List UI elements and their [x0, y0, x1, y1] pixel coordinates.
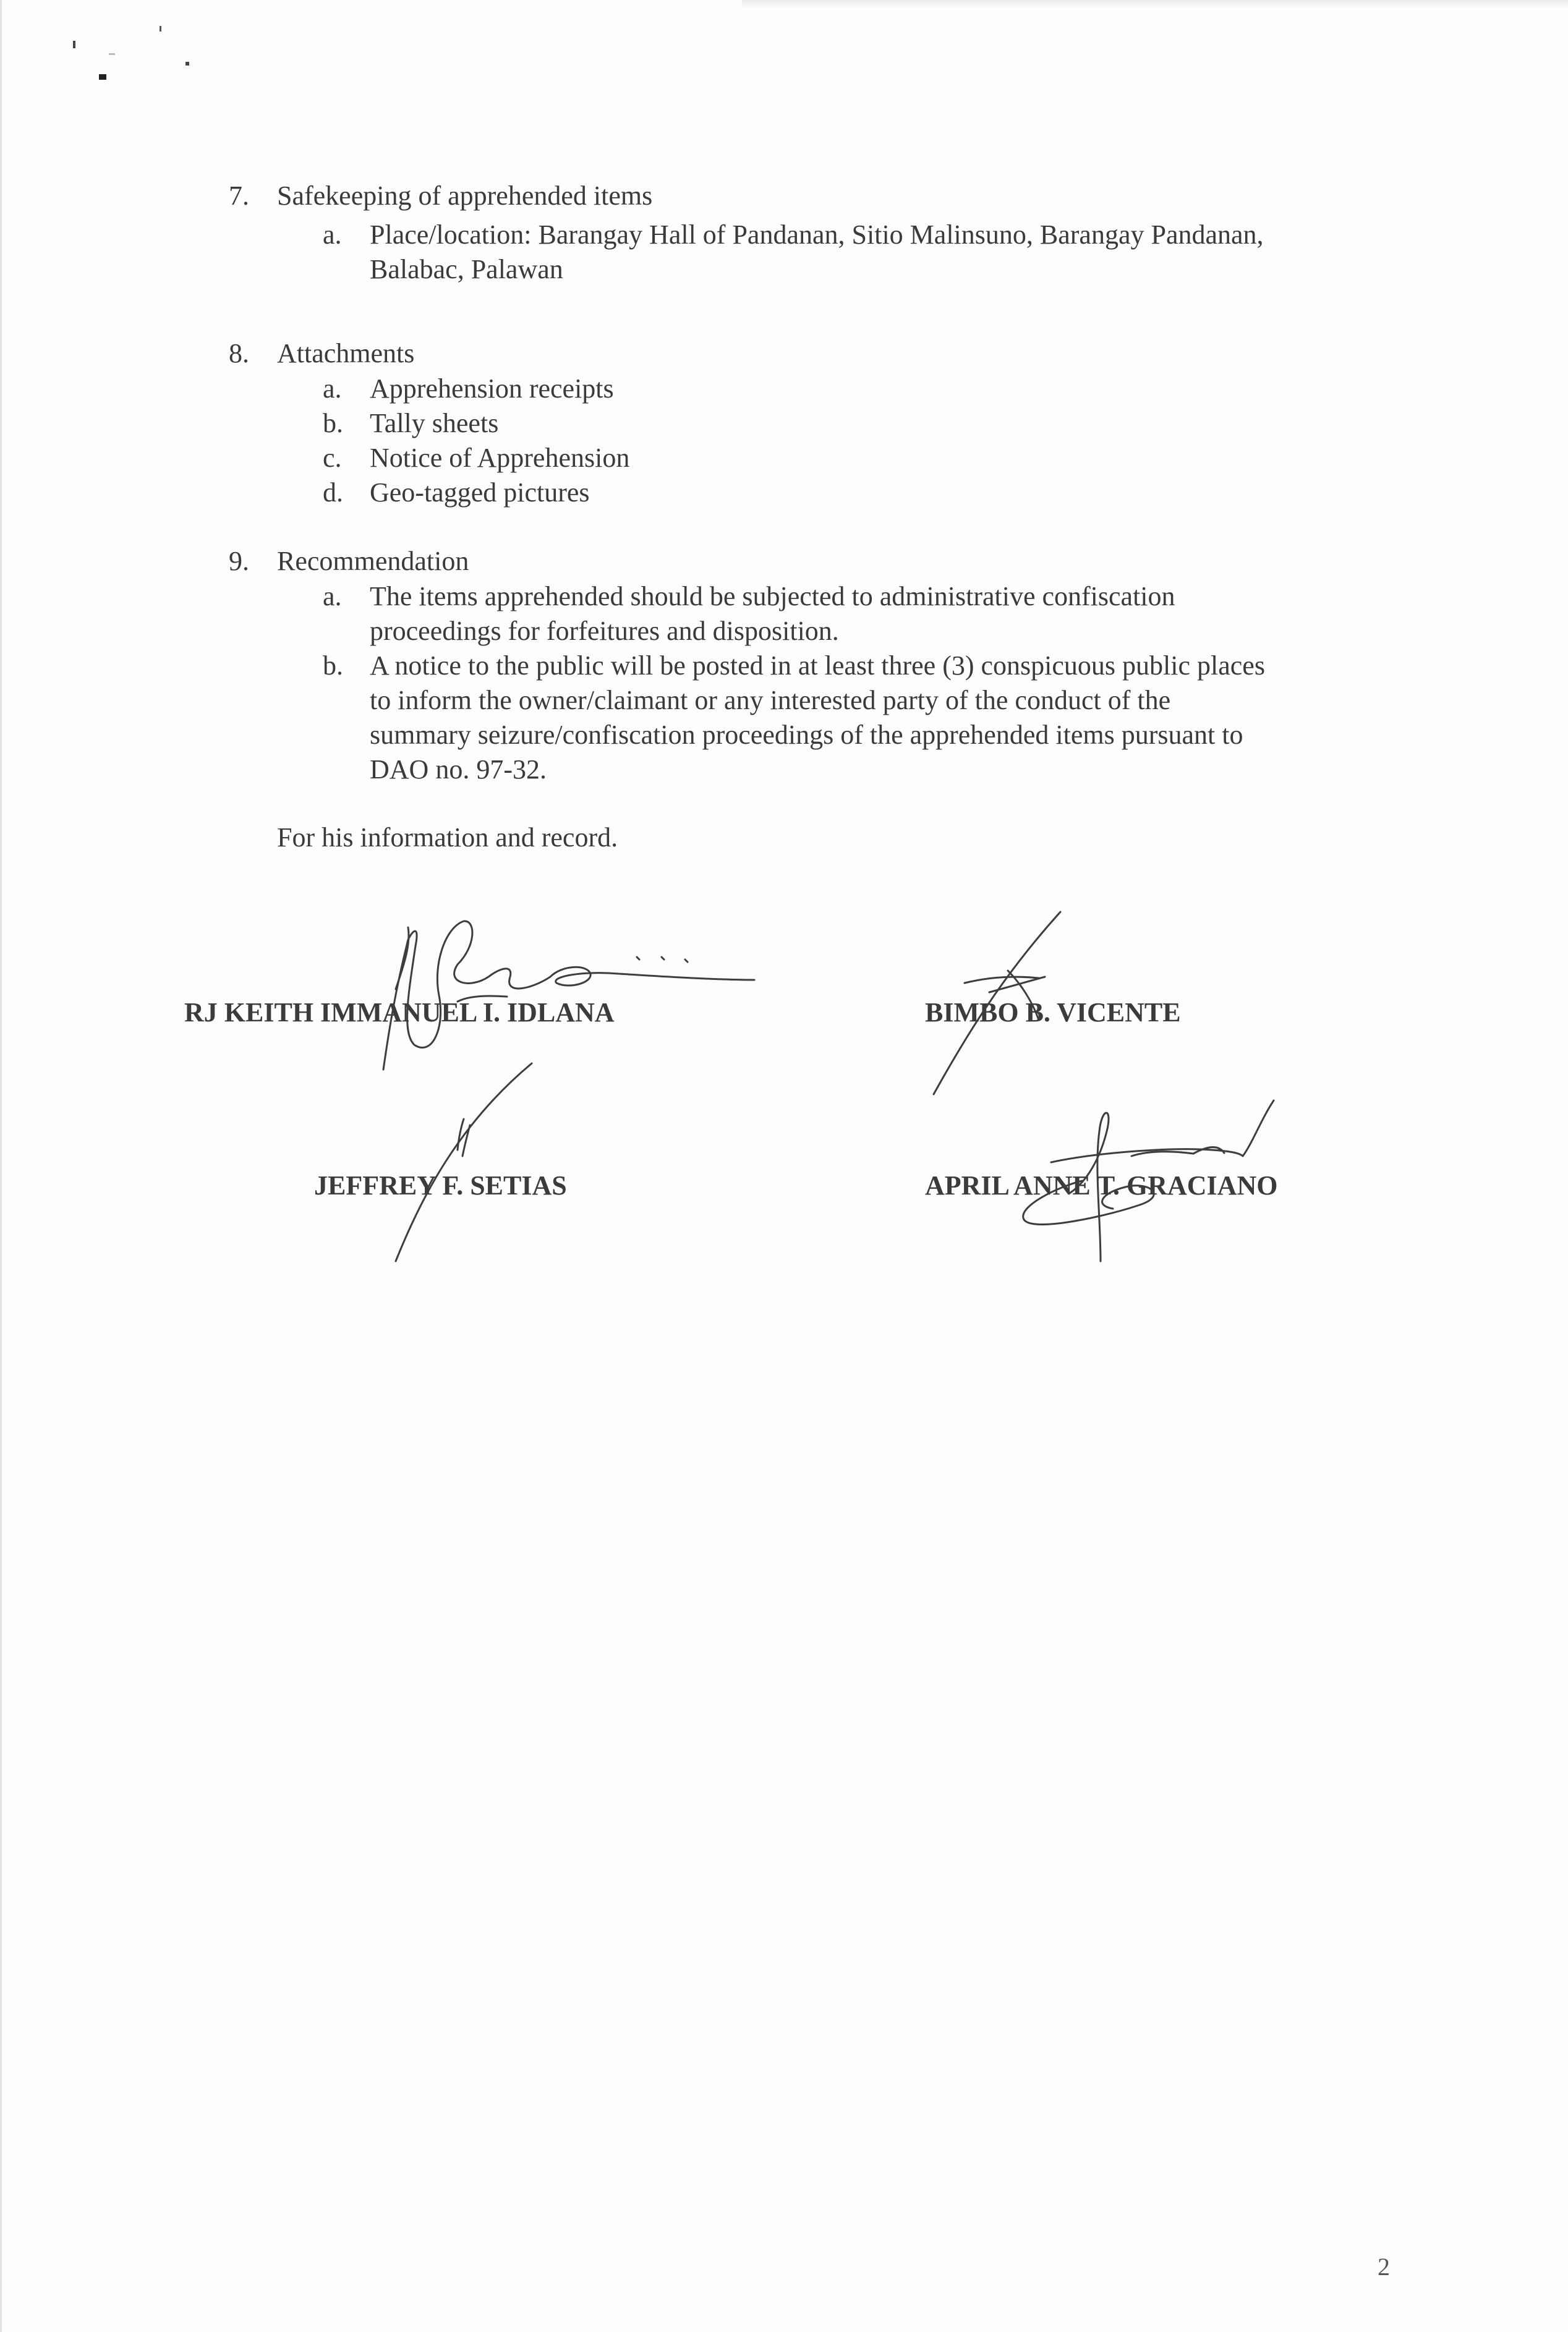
scan-left-edge	[0, 0, 2, 2332]
item-letter: a.	[323, 219, 342, 250]
closing-remark: For his information and record.	[277, 822, 618, 853]
item-line: summary seizure/confiscation proceedings of the apprehended items pursuant to	[370, 720, 1243, 750]
signature-graciano	[1008, 1094, 1292, 1267]
signatory-name-idlana: RJ KEITH IMMANUEL I. IDLANA	[184, 997, 615, 1028]
item-line: DAO no. 97-32.	[370, 754, 547, 785]
item-line: proceedings for forfeitures and disposition.	[370, 616, 839, 646]
item-line: to inform the owner/claimant or any interested party of the conduct of the	[370, 685, 1171, 715]
section-heading: Recommendation	[277, 546, 469, 576]
section-heading: Safekeeping of apprehended items	[277, 181, 653, 211]
list-item	[370, 649, 1421, 787]
section-number: 8.	[229, 338, 249, 368]
item-letter: c.	[323, 443, 342, 473]
item-letter: b.	[323, 650, 343, 681]
scan-specks	[0, 0, 223, 87]
item-line: Place/location: Barangay Hall of Pandanan, Sitio Malinsuno, Barangay Pandanan,	[370, 219, 1264, 250]
item-line: A notice to the public will be posted in at least three (3) conspicuous public places	[370, 650, 1265, 681]
scan-top-shade	[742, 0, 1568, 9]
item-line: The items apprehended should be subjected to administrative confiscation	[370, 581, 1175, 611]
section-heading: Attachments	[277, 338, 415, 368]
list-item	[370, 579, 1421, 649]
signatory-name-graciano: APRIL ANNE T. GRACIANO	[925, 1170, 1278, 1201]
signature-vicente	[915, 903, 1101, 1100]
item-letter: a.	[323, 373, 342, 404]
section-number: 9.	[229, 546, 249, 576]
list-item: Tally sheets	[370, 408, 499, 438]
signatory-name-setias: JEFFREY F. SETIAS	[314, 1170, 567, 1201]
page-number: 2	[1378, 2253, 1390, 2281]
signature-setias	[383, 1051, 544, 1267]
list-item: Apprehension receipts	[370, 373, 614, 404]
item-letter: b.	[323, 408, 343, 438]
signatory-name-vicente: BIMBO B. VICENTE	[925, 997, 1181, 1028]
item-letter: d.	[323, 477, 343, 508]
list-item	[370, 218, 1421, 287]
item-line: Balabac, Palawan	[370, 254, 563, 284]
list-item: Geo-tagged pictures	[370, 477, 590, 508]
list-item: Notice of Apprehension	[370, 443, 630, 473]
item-letter: a.	[323, 581, 342, 611]
section-number: 7.	[229, 181, 249, 211]
